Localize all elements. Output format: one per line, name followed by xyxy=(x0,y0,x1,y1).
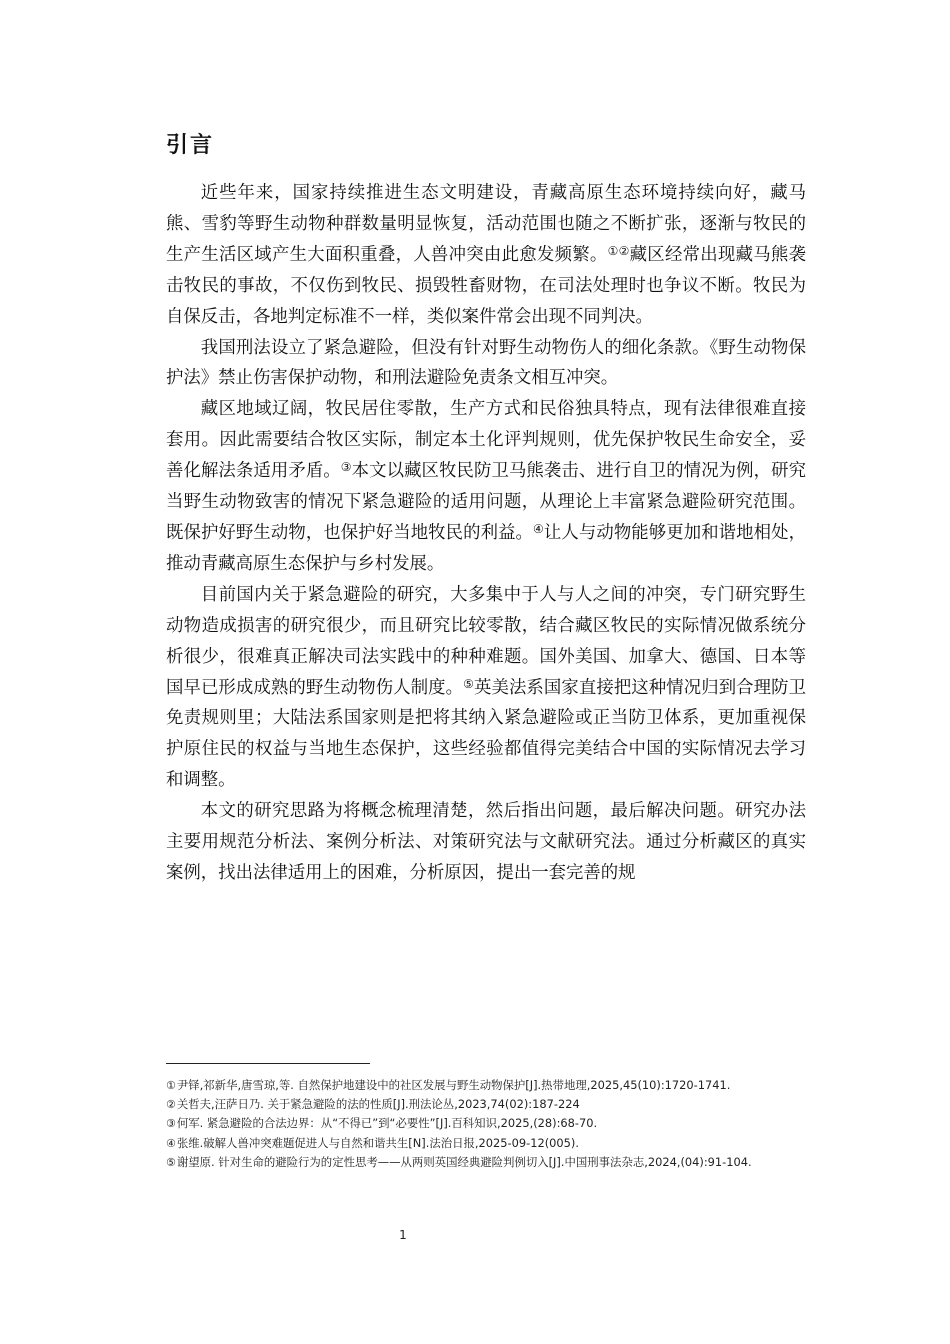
footnote-ref-5[interactable]: ⑤ xyxy=(463,676,474,691)
paragraph-text: 本文以藏区牧民防卫马熊袭击、进行自卫的情况为例，研究当野生动物致害的情况下紧急避险的适用问题，从理论上丰富紧急避险研究范围。既保护好野生动物，也保护好当地牧民的利益。 xyxy=(166,461,806,543)
paragraph-text: 我国刑法设立了紧急避险，但没有针对野生动物伤人的细化条款。《野生动物保护法》禁止伤害保护动物，和刑法避险免责条文相互冲突。 xyxy=(166,337,806,389)
footnote-1 xyxy=(166,1076,810,1095)
paragraph-5 xyxy=(166,796,806,889)
paragraph-text: 让人与动物能够更加和谐地相处，推动青藏高原生态保护与乡村发展。 xyxy=(166,522,806,574)
section-heading: 引言 xyxy=(166,133,215,158)
footnote-text: 谢望原. 针对生命的避险行为的定性思考——从两则英国经典避险判例切入[J].中国刑事法杂志,2024,(04):91-104. xyxy=(176,1154,752,1169)
footnote-mark: ⑤ xyxy=(166,1155,176,1169)
paragraph-2 xyxy=(166,333,806,395)
paragraph-4 xyxy=(166,580,806,796)
footnote-mark: ① xyxy=(166,1079,176,1092)
footnote-ref-4[interactable]: ④ xyxy=(533,521,544,536)
footnote-5 xyxy=(166,1153,810,1172)
paragraph-text: 英美法系国家直接把这种情况归到合理防卫免责规则里；大陆法系国家则是把将其纳入紧急避险或正当防卫体系，更加重视保护原住民的权益与当地生态保护，这些经验都值得完美结合中国的实际情况去学习和调整。 xyxy=(166,677,806,791)
footnote-ref-3[interactable]: ③ xyxy=(340,460,352,475)
footnote-text: 何军. 紧急避险的合法边界：从“不得已”到“必要性”[J].百科知识,2025,(28):68-70. xyxy=(176,1116,598,1131)
footnotes xyxy=(166,1076,810,1172)
footnote-text: 张维.破解人兽冲突难题促进人与自然和谐共生[N].法治日报,2025-09-12(005). xyxy=(176,1135,579,1150)
footnote-3 xyxy=(166,1114,810,1133)
footnote-2 xyxy=(166,1095,810,1114)
paragraph-text: 藏区经常出现藏马熊袭击牧民的事故，不仅伤到牧民、损毁牲畜财物，在司法处理时也争议不断。牧民为自保反击，各地判定标准不一样，类似案件常会出现不同判决。 xyxy=(166,244,806,327)
footnote-ref-1-2[interactable]: ①② xyxy=(607,243,630,258)
paragraph-text: 目前国内关于紧急避险的研究，大多集中于人与人之间的冲突，专门研究野生动物造成损害的研究很少，而且研究比较零散，结合藏区牧民的实际情况做系统分析很少，很难真正解决司法实践中的种种难题。国外美国、加拿大、德国、日本等国早已形成成熟的野生动物伤人制度。 xyxy=(166,584,806,698)
paragraph-text: 本文的研究思路为将概念梳理清楚，然后指出问题，最后解决问题。研究办法主要用规范分析法、案例分析法、对策研究法与文献研究法。通过分析藏区的真实案例，找出法律适用上的困难，分析原因，提出一套完善的规 xyxy=(166,801,806,883)
body-text xyxy=(166,178,806,889)
paragraph-3 xyxy=(166,394,806,579)
footnote-text: 尹铎,祁新华,唐雪琼,等. 自然保护地建设中的社区发展与野生动物保护[J].热带地理,2025,45(10):1720-1741. xyxy=(176,1078,731,1092)
footnote-mark: ④ xyxy=(166,1136,176,1150)
footnote-4 xyxy=(166,1134,810,1153)
page-number: 1 xyxy=(399,1228,407,1242)
footnote-separator xyxy=(166,1063,370,1064)
footnote-mark: ③ xyxy=(166,1117,176,1131)
paragraph-text: 藏区地域辽阔，牧民居住零散，生产方式和民俗独具特点，现有法律很难直接套用。因此需要结合牧区实际，制定本土化评判规则，优先保护牧民生命安全，妥善化解法条适用矛盾。 xyxy=(166,399,806,482)
paragraph-text: 近些年来，国家持续推进生态文明建设，青藏高原生态环境持续向好，藏马熊、雪豹等野生动物种群数量明显恢复，活动范围也随之不断扩张，逐渐与牧民的生产生活区域产生大面积重叠，人兽冲突由此愈发频繁。 xyxy=(166,183,806,265)
paragraph-1 xyxy=(166,178,806,333)
footnote-text: 关哲夫,汪萨日乃. 关于紧急避险的法的性质[J].刑法论丛,2023,74(02):187-224 xyxy=(176,1097,580,1112)
footnote-mark: ② xyxy=(166,1098,176,1112)
